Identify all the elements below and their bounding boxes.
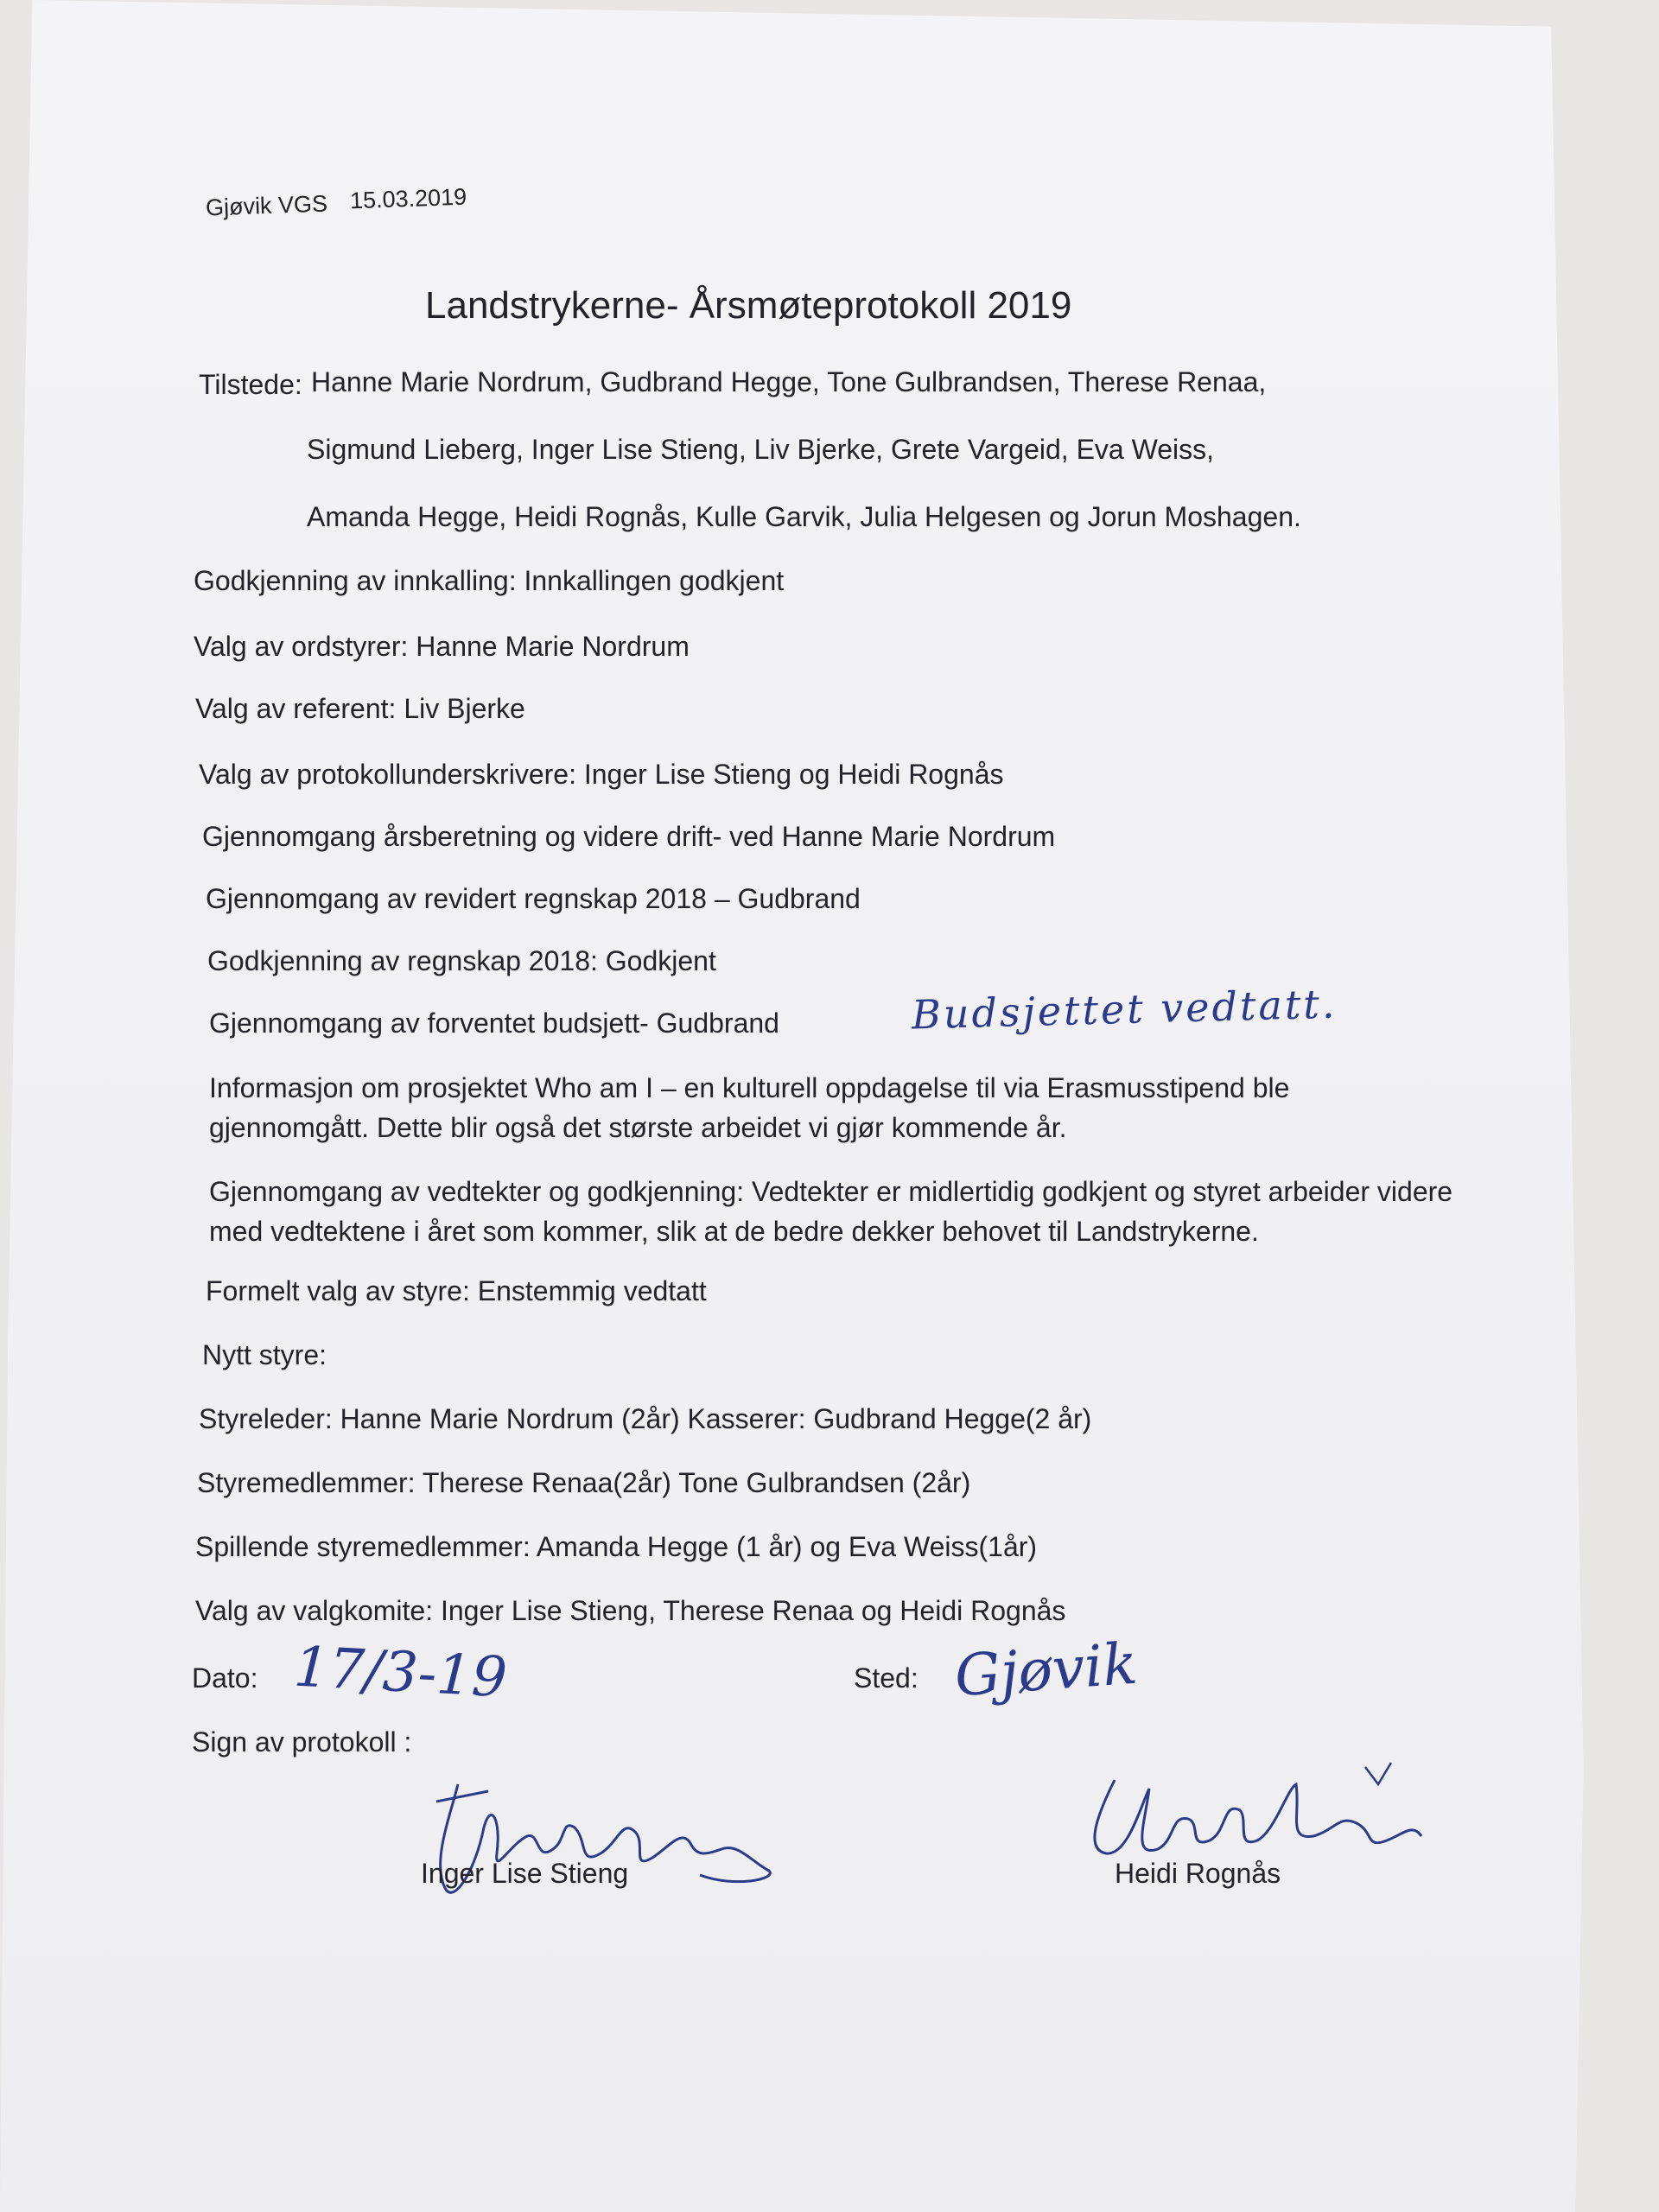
item-project-info: Informasjon om prosjektet Who am I – en kulturell oppdagelse til via Erasmusstipend ble gjennomgått. Dette blir også det største arbeidet vi gjør kommende år. xyxy=(209,1072,1290,1143)
header-school: Gjøvik VGS xyxy=(205,190,328,221)
item-nomination: Valg av valgkomite: Inger Lise Stieng, Therese Renaa og Heidi Rognås xyxy=(195,1595,1066,1626)
item-new-board: Nytt styre: xyxy=(202,1339,327,1370)
item-accounts-review: Gjennomgang av revidert regnskap 2018 – Gudbrand xyxy=(206,883,861,914)
item-board-election: Formelt valg av styre: Enstemmig vedtatt xyxy=(206,1275,707,1306)
item-accounts-approval: Godkjenning av regnskap 2018: Godkjent xyxy=(207,945,716,976)
item-playing-members: Spillende styremedlemmer: Amanda Hegge (1 år) og Eva Weiss(1år) xyxy=(195,1531,1038,1562)
signature-inger-lise-stieng xyxy=(423,1767,786,1914)
attendance-line-2: Sigmund Lieberg, Inger Lise Stieng, Liv Bjerke, Grete Vargeid, Eva Weiss, xyxy=(307,434,1215,465)
document-title: Landstrykerne- Årsmøteprotokoll 2019 xyxy=(425,284,1072,327)
item-leader-treasurer: Styreleder: Hanne Marie Nordrum (2år) Kasserer: Gudbrand Hegge(2 år) xyxy=(199,1403,1092,1434)
item-chair: Valg av ordstyrer: Hanne Marie Nordrum xyxy=(194,631,690,662)
item-board-members: Styremedlemmer: Therese Renaa(2år) Tone Gulbrandsen (2år) xyxy=(197,1467,971,1498)
place-label: Sted: xyxy=(854,1662,918,1694)
signer-2-name: Heidi Rognås xyxy=(1115,1858,1281,1889)
item-signers: Valg av protokollunderskrivere: Inger Lise Stieng og Heidi Rognås xyxy=(199,759,1004,790)
item-statutes: Gjennomgang av vedtekter og godkjenning: Vedtekter er midlertidig godkjent og styret arbeider videre med vedtektene i året som kommer, slik at de bedre dekker behovet til Landstrykerne. xyxy=(209,1176,1453,1247)
budget-handwritten-note: Budsjettet vedtatt. xyxy=(911,980,1338,1039)
attendance-label: Tilstede: xyxy=(199,369,302,400)
date-label: Dato: xyxy=(192,1662,258,1694)
item-approval: Godkjenning av innkalling: Innkallingen godkjent xyxy=(194,565,785,596)
sign-protocol-label: Sign av protokoll : xyxy=(192,1726,412,1758)
signer-1-name: Inger Lise Stieng xyxy=(421,1858,629,1889)
date-handwritten: 17/3-19 xyxy=(292,1635,509,1711)
place-handwritten: Gjøvik xyxy=(952,1630,1140,1710)
item-annual-report: Gjennomgang årsberetning og videre drift- ved Hanne Marie Nordrum xyxy=(202,821,1056,852)
attendance-line-1: Hanne Marie Nordrum, Gudbrand Hegge, Tone Gulbrandsen, Therese Renaa, xyxy=(311,366,1267,397)
attendance-line-3: Amanda Hegge, Heidi Rognås, Kulle Garvik, Julia Helgesen og Jorun Moshagen. xyxy=(307,501,1301,532)
item-budget: Gjennomgang av forventet budsjett- Gudbrand xyxy=(209,1007,779,1039)
item-secretary: Valg av referent: Liv Bjerke xyxy=(195,693,525,724)
header-date: 15.03.2019 xyxy=(349,183,467,214)
